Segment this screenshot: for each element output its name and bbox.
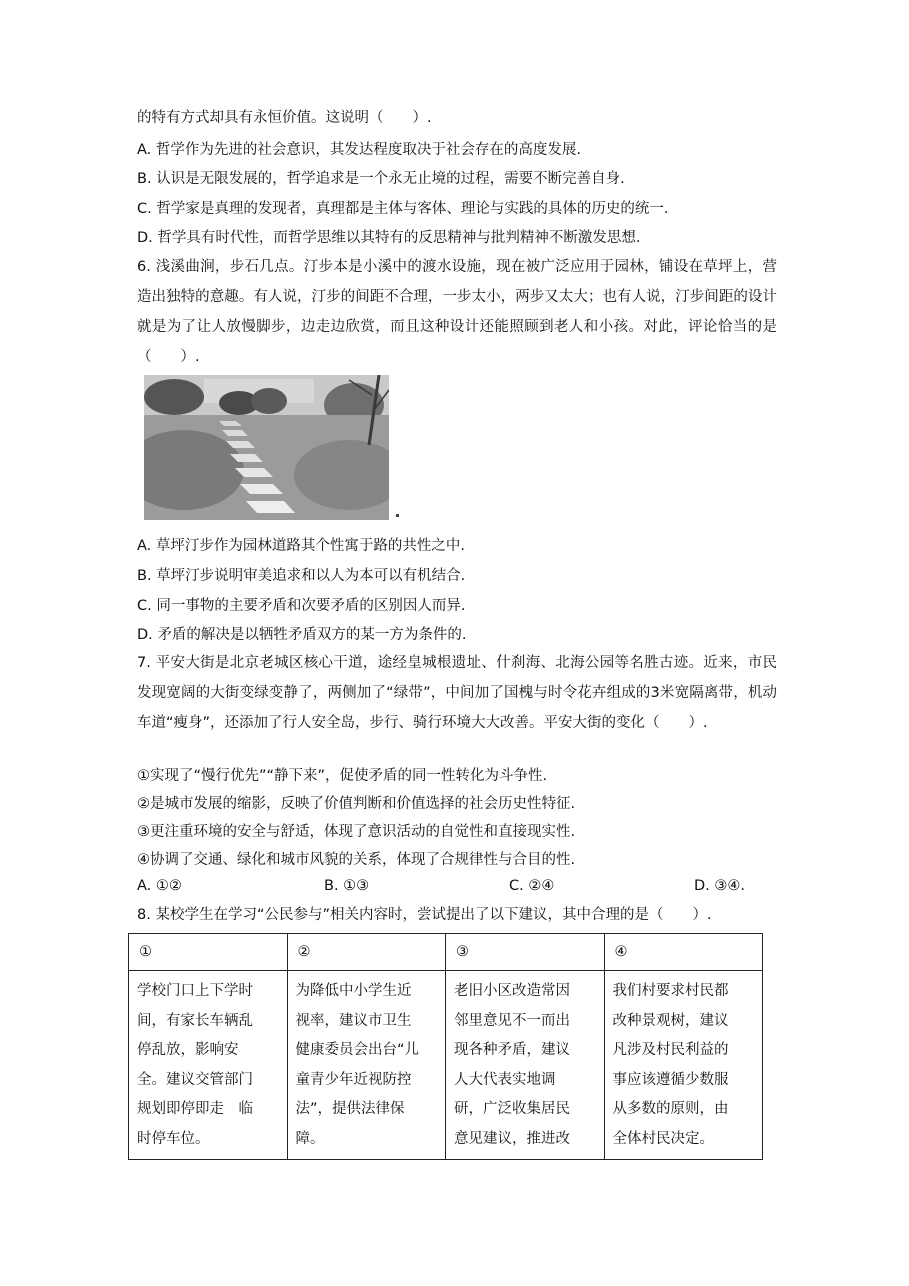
image-anchor-dot xyxy=(396,514,399,517)
table-header-cell: ① xyxy=(129,934,288,971)
table-cell xyxy=(287,971,446,1160)
table-header-cell: ③ xyxy=(446,934,605,971)
table-header-cell: ② xyxy=(287,934,446,971)
q5-stem-tail: 的特有方式却具有永恒价值。这说明（ ）. xyxy=(137,110,432,126)
q6-option-b: B. 草坪汀步说明审美追求和以人为本可以有机结合. xyxy=(137,568,466,584)
suggestions-table xyxy=(128,933,763,1160)
q7-option-d: D. ③④. xyxy=(694,878,745,894)
q6-option-d: D. 矛盾的解决是以牺牲矛盾双方的某一方为条件的. xyxy=(137,627,467,643)
q7-statement-1: ①实现了“慢行优先”“静下来”，促使矛盾的同一性转化为斗争性. xyxy=(137,768,548,784)
cell-line: 法”，提供法律保 xyxy=(295,1101,405,1117)
cell-line: 邻里意见不一而出 xyxy=(454,1012,570,1029)
cell-line: 现各种矛盾，建议 xyxy=(454,1042,570,1058)
cell-line: 人大代表实地调 xyxy=(454,1071,556,1088)
table-cell xyxy=(129,971,288,1160)
cell-line: 为降低中小学生近 xyxy=(295,983,412,999)
cell-line: 学校门口上下学时 xyxy=(137,983,253,999)
cell-line: 我们村要求村民都 xyxy=(612,983,729,999)
q5-option-c: C. 哲学家是真理的发现者，真理都是主体与客体、理论与实践的具体的历史的统一. xyxy=(137,201,669,217)
q5-option-b: B. 认识是无限发展的，哲学追求是一个永无止境的过程，需要不断完善自身. xyxy=(137,171,625,187)
q5-option-d: D. 哲学具有时代性，而哲学思维以其特有的反思精神与批判精神不断激发思想. xyxy=(137,230,641,246)
q6-stem: 6. 浅溪曲涧，步石几点。汀步本是小溪中的渡水设施，现在被广泛应用于园林，铺设在草坪上，营造出独特的意趣。有人说，汀步的间距不合理，一步太小，两步又太大；也有人说，汀步间距的设计就是为了让人放慢脚步，边走边欣赏，而且这种设计还能照顾到老人和小孩。对此，评论恰当的是（ ）. xyxy=(137,259,777,365)
q7-options-row xyxy=(137,878,757,898)
cell-line: 从多数的原则，由 xyxy=(612,1101,729,1117)
table-header-row xyxy=(129,934,763,971)
cell-line: 障。 xyxy=(295,1130,325,1147)
q8-stem: 8. 某校学生在学习“公民参与”相关内容时，尝试提出了以下建议，其中合理的是（ ）. xyxy=(137,907,712,923)
q7-option-c: C. ②④ xyxy=(509,878,555,894)
q7-stem: 7. 平安大街是北京老城区核心干道，途经皇城根遗址、什刹海、北海公园等名胜古迹。近来，市民发现宽阔的大街变绿变静了，两侧加了“绿带”，中间加了国槐与时令花卉组成的3米宽隔离带，机动车道“瘦身”，还添加了行人安全岛，步行、骑行环境大大改善。平安大街的变化（ ）. xyxy=(137,655,777,731)
cell-line: 视率，建议市卫生 xyxy=(295,1012,412,1029)
table-row xyxy=(129,971,763,1160)
cell-line: 老旧小区改造常因 xyxy=(454,983,570,999)
q7-option-b: B. ①③ xyxy=(324,878,370,894)
cell-line: 停乱放，影响安 xyxy=(137,1042,239,1058)
cell-line: 凡涉及村民利益的 xyxy=(612,1042,729,1058)
table-header-cell: ④ xyxy=(604,934,763,971)
stepping-stones-photo xyxy=(144,375,389,520)
cell-line: 全。建议交管部门 xyxy=(137,1071,253,1088)
table-cell xyxy=(446,971,605,1160)
q5-option-a: A. 哲学作为先进的社会意识，其发达程度取决于社会存在的高度发展. xyxy=(137,142,581,158)
q6-option-a: A. 草坪汀步作为园林道路其个性寓于路的共性之中. xyxy=(137,538,465,554)
q7-option-a: A. ①② xyxy=(137,878,182,894)
cell-line: 健康委员会出台“儿 xyxy=(295,1042,420,1058)
cell-line: 间，有家长车辆乱 xyxy=(137,1012,253,1029)
cell-line: 改种景观树，建议 xyxy=(612,1012,729,1029)
q6-option-c: C. 同一事物的主要矛盾和次要矛盾的区别因人而异. xyxy=(137,598,466,614)
cell-line: 研，广泛收集居民 xyxy=(454,1101,570,1117)
cell-line: 全体村民决定。 xyxy=(612,1130,714,1147)
q7-statement-3: ③更注重环境的安全与舒适，体现了意识活动的自觉性和直接现实性. xyxy=(137,824,576,840)
q7-statement-2: ②是城市发展的缩影，反映了价值判断和价值选择的社会历史性特征. xyxy=(137,796,576,812)
cell-line: 规划即停即走 临 xyxy=(137,1101,253,1117)
cell-line: 意见建议，推进改 xyxy=(454,1130,570,1147)
cell-line: 事应该遵循少数服 xyxy=(612,1071,729,1088)
cell-line: 童青少年近视防控 xyxy=(295,1071,412,1088)
cell-line: 时停车位。 xyxy=(137,1130,210,1147)
q7-statement-4: ④协调了交通、绿化和城市风貌的关系，体现了合规律性与合目的性. xyxy=(137,852,576,868)
table-cell xyxy=(604,971,763,1160)
